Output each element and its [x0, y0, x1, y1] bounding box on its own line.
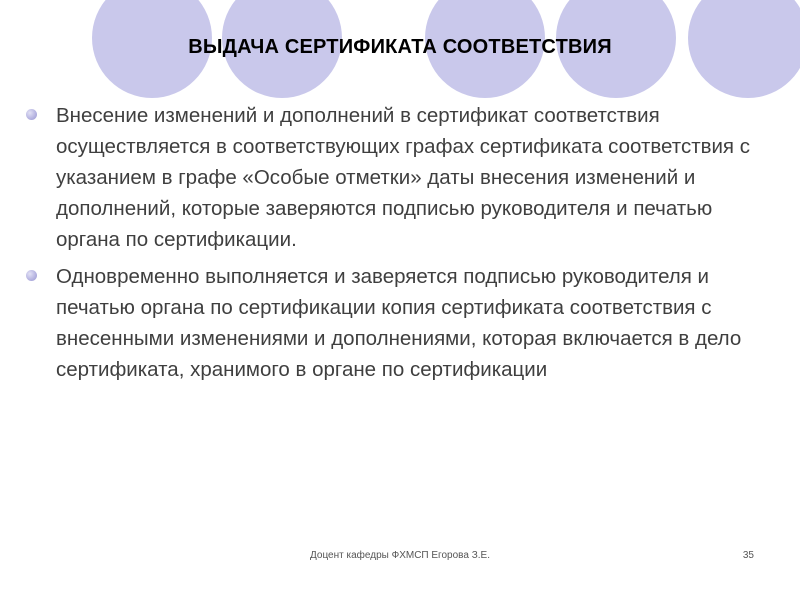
- bullet-item: [20, 100, 780, 255]
- bullet-text: Одновременно выполняется и заверяется подписью руководителя и печатью органа по сертификации копия сертификата соответствия с внесенными изменениями и дополнениями, которая включается в дело сертификата, хранимого в органе по сертификации: [56, 265, 742, 381]
- slide-footer: Доцент кафедры ФХМСП Егорова З.Е.: [310, 550, 490, 561]
- page-number: 35: [742, 550, 754, 561]
- slide-title: ВЫДАЧА СЕРТИФИКАТА СООТВЕТСТВИЯ: [188, 36, 612, 58]
- bullet-icon: [26, 270, 37, 281]
- bullet-icon: [26, 109, 37, 120]
- bullet-text: Внесение изменений и дополнений в сертификат соответствия осуществляется в соответствующих графах сертификата соответствия с указанием в графе «Особые отметки» даты внесения изменений и дополнений, которые заверяются подписью руководителя и печатью органа по сертификации.: [56, 104, 750, 251]
- bullet-list: [20, 100, 780, 391]
- bullet-item: [20, 261, 780, 385]
